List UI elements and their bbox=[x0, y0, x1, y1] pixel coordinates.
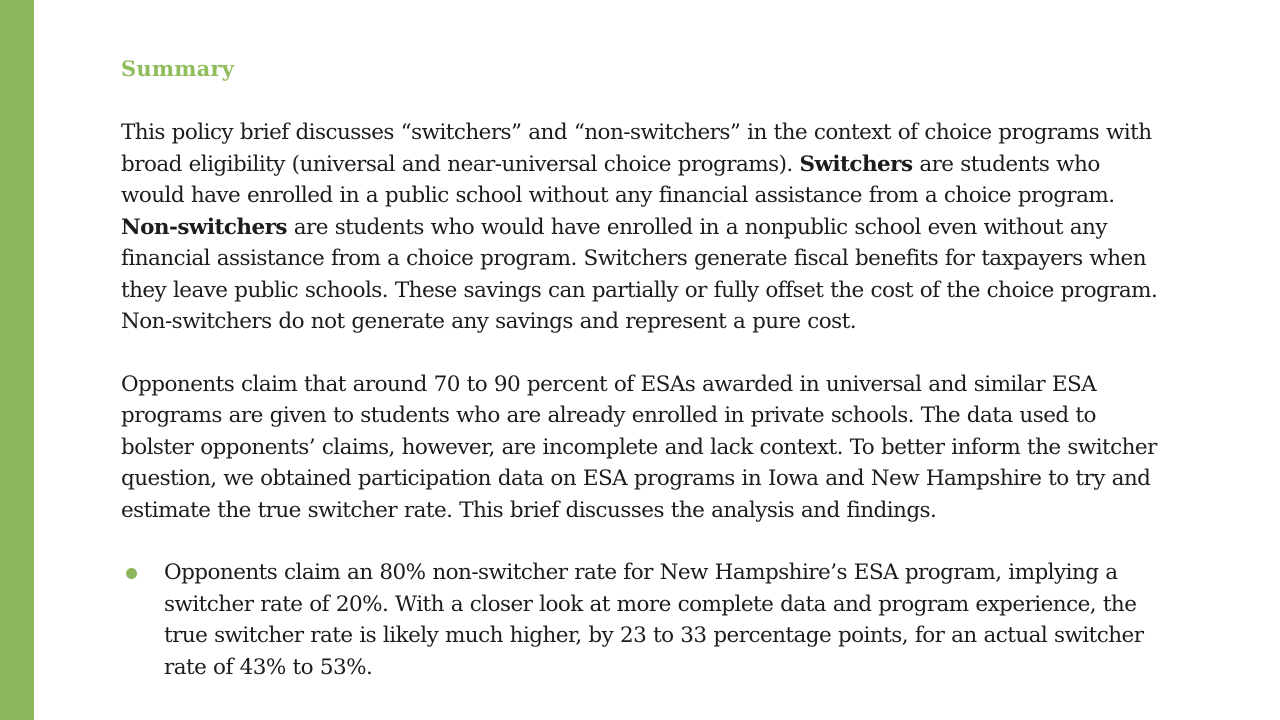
list-item bbox=[121, 557, 1256, 683]
paragraph-line: financial assistance from a choice program. Switchers generate fiscal benefits for taxpayers when bbox=[121, 246, 1147, 271]
list-item-line: rate of 43% to 53%. bbox=[164, 654, 373, 680]
paragraph-line: would have enrolled in a public school without any financial assistance from a choice program. bbox=[121, 183, 1115, 208]
term-non-switchers: Non-switchers bbox=[121, 214, 287, 240]
text-span: broad eligibility (universal and near-universal choice programs). bbox=[121, 151, 800, 177]
paragraph-line: estimate the true switcher rate. This brief discusses the analysis and findings. bbox=[121, 497, 937, 523]
text-span: are students who bbox=[912, 151, 1100, 177]
paragraph-line: programs are given to students who are already enrolled in private schools. The data used to bbox=[121, 403, 1096, 428]
summary-heading: Summary bbox=[121, 56, 235, 81]
paragraph-line bbox=[121, 149, 1256, 181]
accent-sidebar bbox=[0, 0, 34, 720]
paragraph-line: Non-switchers do not generate any savings and represent a pure cost. bbox=[121, 309, 857, 334]
list-item-line: switcher rate of 20%. With a closer look at more complete data and program experience, the bbox=[164, 591, 1137, 617]
list-item-line: Opponents claim an 80% non-switcher rate for New Hampshire’s ESA program, implying a bbox=[164, 560, 1118, 585]
term-switchers: Switchers bbox=[799, 151, 913, 177]
list-item-line: true switcher rate is likely much higher, by 23 to 33 percentage points, for an actual switcher bbox=[164, 623, 1144, 648]
intro-paragraph bbox=[121, 117, 1256, 338]
paragraph-line: This policy brief discusses “switchers” and “non-switchers” in the context of choice programs with bbox=[121, 120, 1152, 145]
paragraph-line: they leave public schools. These savings can partially or fully offset the cost of the choice program. bbox=[121, 277, 1158, 303]
paragraph-line: bolster opponents’ claims, however, are incomplete and lack context. To better inform the switcher bbox=[121, 434, 1157, 460]
bullet-dot-icon bbox=[126, 568, 137, 579]
paragraph-line: question, we obtained participation data on ESA programs in Iowa and New Hampshire to try and bbox=[121, 466, 1151, 491]
document-content bbox=[121, 52, 1256, 683]
text-span: are students who would have enrolled in a nonpublic school even without any bbox=[286, 214, 1107, 240]
findings-list bbox=[121, 557, 1256, 683]
claims-paragraph bbox=[121, 369, 1256, 527]
paragraph-line bbox=[121, 212, 1256, 244]
paragraph-line: Opponents claim that around 70 to 90 percent of ESAs awarded in universal and similar ESA bbox=[121, 371, 1097, 397]
